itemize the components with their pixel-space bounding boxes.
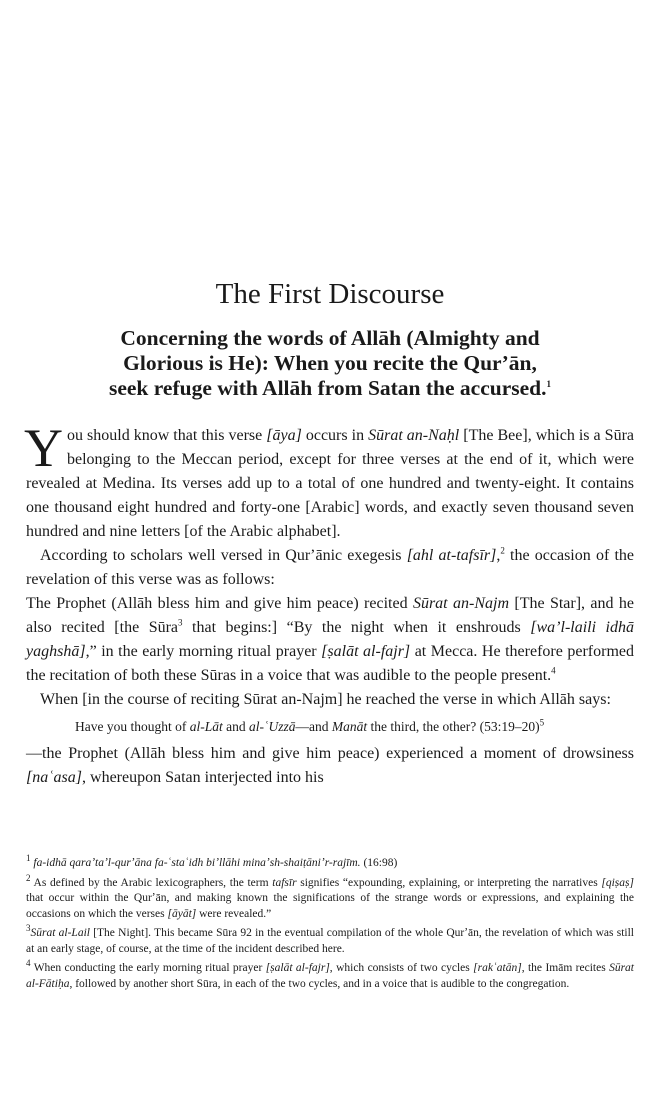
italic-run: [āyāt] xyxy=(167,907,197,920)
paragraph-1 xyxy=(24,418,635,544)
footnote-ref-4[interactable]: 4 xyxy=(551,665,556,676)
text-run: at Mecca. He therefore performed the recitation of both these Sūras in a voice that was audible to the people present. xyxy=(26,643,635,684)
paragraph-3 xyxy=(26,592,634,688)
text-run: ou should know that this verse xyxy=(67,427,267,444)
italic-run: [rakʿatān] xyxy=(473,962,522,974)
italic-run: Sūrat al-Lail xyxy=(30,927,90,939)
chapter-title: The First Discourse xyxy=(215,278,445,310)
footnote-4 xyxy=(26,958,634,992)
paragraph-2 xyxy=(26,544,634,592)
text-run: signifies “expounding, explaining, or interpreting the narratives xyxy=(296,876,602,889)
book-page xyxy=(26,0,634,1102)
footnote-number: 3 xyxy=(26,923,31,934)
text-run: and xyxy=(222,719,249,734)
footnote-ref-1[interactable]: 1 xyxy=(546,378,552,389)
text-run: When conducting the early morning ritual prayer xyxy=(30,962,266,974)
drop-cap: Y xyxy=(24,418,63,478)
footnote-ref-3[interactable]: 3 xyxy=(178,617,183,628)
italic-run: Manāt xyxy=(331,719,368,734)
text-run: —the Prophet (Allāh bless him and give him peace) experienced a moment of drowsiness xyxy=(26,745,634,762)
italic-run: [qiṣaṣ] xyxy=(601,876,634,889)
text-run: —and xyxy=(295,719,332,734)
subtitle-line-2: Glorious is He): When you recite the Qurʼān, xyxy=(123,351,537,375)
text-run: occurs in xyxy=(301,427,369,444)
italic-run: [waʼl-laili idhā yaghshā] xyxy=(26,619,634,660)
footnote-2 xyxy=(26,872,634,923)
italic-run: [āya] xyxy=(266,427,302,444)
italic-run: [ṣalāt al-fajr] xyxy=(321,643,411,660)
footnote-ref-2[interactable]: 2 xyxy=(500,545,505,556)
italic-run: Sūrat al-Fātiḥa xyxy=(26,962,634,990)
italic-run: al-ʿUzzā xyxy=(249,719,296,734)
block-quote xyxy=(75,718,634,736)
subtitle-line-3-text: seek refuge with Allāh from Satan the accursed. xyxy=(108,376,547,400)
italic-run: [ṣalāt al-fajr] xyxy=(265,962,330,974)
text-run: , xyxy=(496,547,501,564)
italic-run: tafsīr xyxy=(272,876,297,889)
paragraph-5 xyxy=(26,742,634,790)
text-run: , which consists of two cycles xyxy=(329,962,474,974)
text-run: [The Star], and he also recited [the Sūra xyxy=(26,595,634,636)
text-run: , whereupon Satan interjected into his xyxy=(82,769,324,786)
text-run: (16:98) xyxy=(360,857,398,869)
footnotes xyxy=(26,853,634,996)
italic-run: Sūrat an-Najm xyxy=(412,595,509,612)
subtitle-line-3 xyxy=(26,376,634,401)
footnote-number: 1 xyxy=(26,853,31,864)
text-run: Have you thought of xyxy=(75,719,190,734)
italic-run: al-Lāt xyxy=(189,719,223,734)
subtitle-line-1: Concerning the words of Allāh (Almighty and xyxy=(120,326,540,350)
text-run: , the Imām recites xyxy=(521,962,610,974)
text-run: that begins:] “By the night when it enshrouds xyxy=(182,619,531,636)
text-run: the occasion of the revelation of this verse was as follows: xyxy=(26,547,634,588)
text-run: , followed by another short Sūra, in each of the two cycles, and in a voice that is audible to the congregation. xyxy=(69,977,570,990)
text-run: ,” in the early morning ritual prayer xyxy=(85,643,322,660)
footnote-number: 4 xyxy=(26,958,31,969)
text-run: As defined by the Arabic lexicographers, the term xyxy=(30,876,273,889)
italic-run: [ahl at-tafsīr] xyxy=(406,547,497,564)
body-text xyxy=(24,418,635,790)
text-run: [The Night]. This became Sūra 92 in the eventual compilation of the whole Qurʼān, the revelation of which was still at an early stage, of course, at the time of the incident described here. xyxy=(26,927,634,955)
italic-run: fa-idhā qaraʼtaʼl-qurʼāna fa-ʿstaʿidh biʼllāhi minaʼsh-shaiṭāniʼr-rajīm. xyxy=(33,857,361,869)
chapter-subtitle xyxy=(26,326,634,401)
footnote-ref-5[interactable]: 5 xyxy=(539,717,545,728)
text-run: According to scholars well versed in Qurʼānic exegesis xyxy=(40,547,407,564)
footnote-1 xyxy=(26,853,634,872)
footnote-3 xyxy=(26,923,634,957)
text-run: that occur within the Qurʼān, and making known the significations of the strange words or expressions, and explaining the occasions on which the verses xyxy=(26,892,634,920)
text-run: the third, the other? (53:19–20) xyxy=(367,719,540,734)
text-run: The Prophet (Allāh bless him and give him peace) recited xyxy=(26,595,413,612)
italic-run: [naʿasa] xyxy=(26,769,83,786)
paragraph-4: When [in the course of reciting Sūrat an-Najm] he reached the verse in which Allāh says: xyxy=(40,691,611,708)
italic-run: Sūrat an-Naḥl xyxy=(368,427,460,444)
footnote-number: 2 xyxy=(26,872,31,883)
text-run: were revealed.” xyxy=(196,907,272,920)
text-run: [The Bee], which is a Sūra belonging to the Meccan period, except for three verses at the end of it, which were revealed at Medina. Its verses add up to a total of one hundred and twenty-eight. It contains one thousand eight hundred and forty-one [Arabic] words, and exactly seven thousand seven hundred and nine letters [of the Arabic alphabet]. xyxy=(26,427,635,540)
